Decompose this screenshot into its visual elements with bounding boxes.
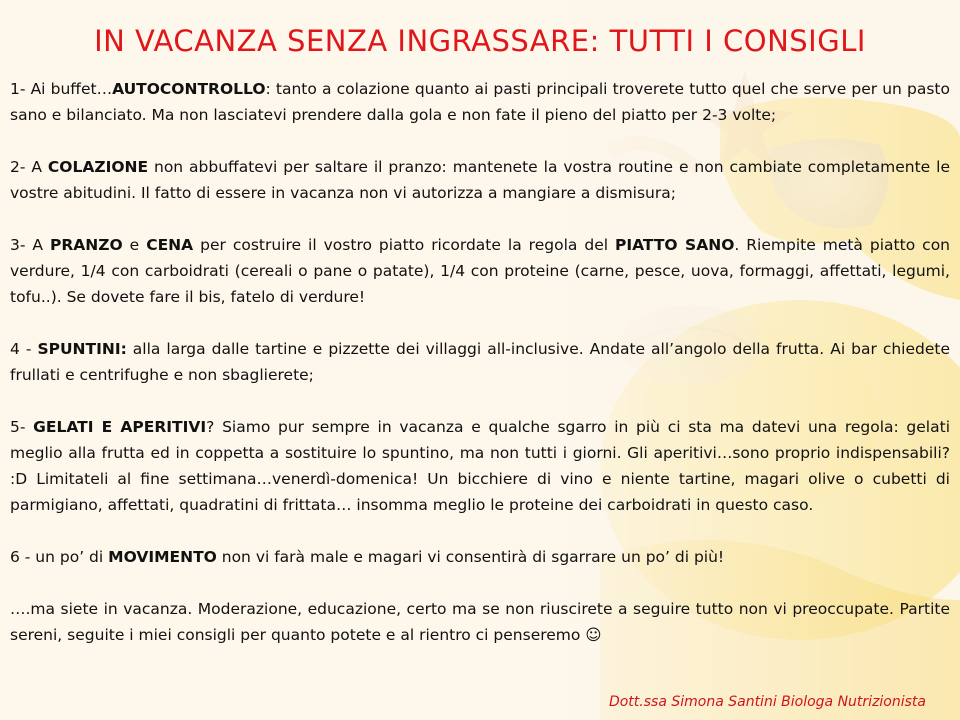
tip-text: ? Siamo pur sempre in vacanza e qualche sgarro in più ci sta ma datevi una regola: gelati meglio alla frutta ed in coppetta a sostituire lo spuntino, ma non tutti i giorni. Gli aperitivi…sono proprio indispensabili? :D Limitateli al fine settimana…venerdì-domenica! Un bicchiere di vino e niente tartine, magari olive o cubetti di parmigiano, affettati, quadratini di frittata… insomma meglio le proteine dei carboidrati in questo caso.	[10, 418, 951, 514]
tip-keyword: PIATTO SANO	[615, 236, 735, 254]
tip-text: per costruire il vostro piatto ricordate la regola del	[193, 236, 616, 254]
slide-title: IN VACANZA SENZA INGRASSARE: TUTTI I CONSIGLI	[94, 24, 866, 58]
tip-text: e	[122, 236, 147, 254]
tip-text: : tanto a colazione quanto ai pasti principali troverete tutto quel che serve per un pasto sano e bilanciato. Ma non lasciatevi prendere dalla gola e non fate il pieno del piatto per 2-3 volte;	[10, 80, 950, 124]
tip-text: alla larga dalle tartine e pizzette dei villaggi all-inclusive. Andate all’angolo della frutta. Ai bar chiedete frullati e centrifughe e non sbaglierete;	[10, 340, 950, 384]
tip-keyword: SPUNTINI:	[37, 340, 127, 358]
tip-paragraph	[10, 336, 950, 388]
tip-text: 2- A	[10, 158, 48, 176]
tip-text: 5-	[10, 418, 34, 436]
tip-keyword: CENA	[146, 236, 194, 254]
tip-text: 4 -	[10, 340, 38, 358]
tip-text: non abbuffatevi per saltare il pranzo: mantenete la vostra routine e non cambiate completamente le vostre abitudini. Il fatto di essere in vacanza non vi autorizza a mangiare a dismisura;	[10, 158, 950, 202]
tip-paragraph	[10, 414, 950, 518]
tip-text: ….ma siete in vacanza. Moderazione, educazione, certo ma se non riuscirete a seguire tutto non vi preoccupate. Partite sereni, seguite i miei consigli per quanto potete e al rientro ci penseremo ☺	[10, 600, 950, 644]
tip-keyword: PRANZO	[50, 236, 123, 254]
tip-paragraph	[10, 596, 950, 648]
tips-list	[10, 76, 950, 648]
author-signature: Dott.ssa Simona Santini Biologa Nutrizionista	[608, 694, 926, 710]
tip-paragraph	[10, 544, 950, 570]
tip-text: 6 - un po’ di	[10, 548, 109, 566]
tip-paragraph	[10, 232, 950, 310]
tip-keyword: COLAZIONE	[47, 158, 149, 176]
tip-keyword: GELATI E APERITIVI	[33, 418, 207, 436]
tip-paragraph	[10, 154, 950, 206]
tip-keyword: MOVIMENTO	[108, 548, 217, 566]
tip-text: . Riempite metà piatto con verdure, 1/4 con carboidrati (cereali o pane o patate), 1/4 con proteine (carne, pesce, uova, formaggi, affettati, legumi, tofu..). Se dovete fare il bis, fatelo di verdure!	[10, 236, 950, 306]
tip-paragraph	[10, 76, 950, 128]
tip-text: 1- Ai buffet…	[10, 80, 113, 98]
tip-text: non vi farà male e magari vi consentirà di sgarrare un po’ di più!	[216, 548, 725, 566]
tip-keyword: AUTOCONTROLLO	[112, 80, 266, 98]
tip-text: 3- A	[10, 236, 51, 254]
